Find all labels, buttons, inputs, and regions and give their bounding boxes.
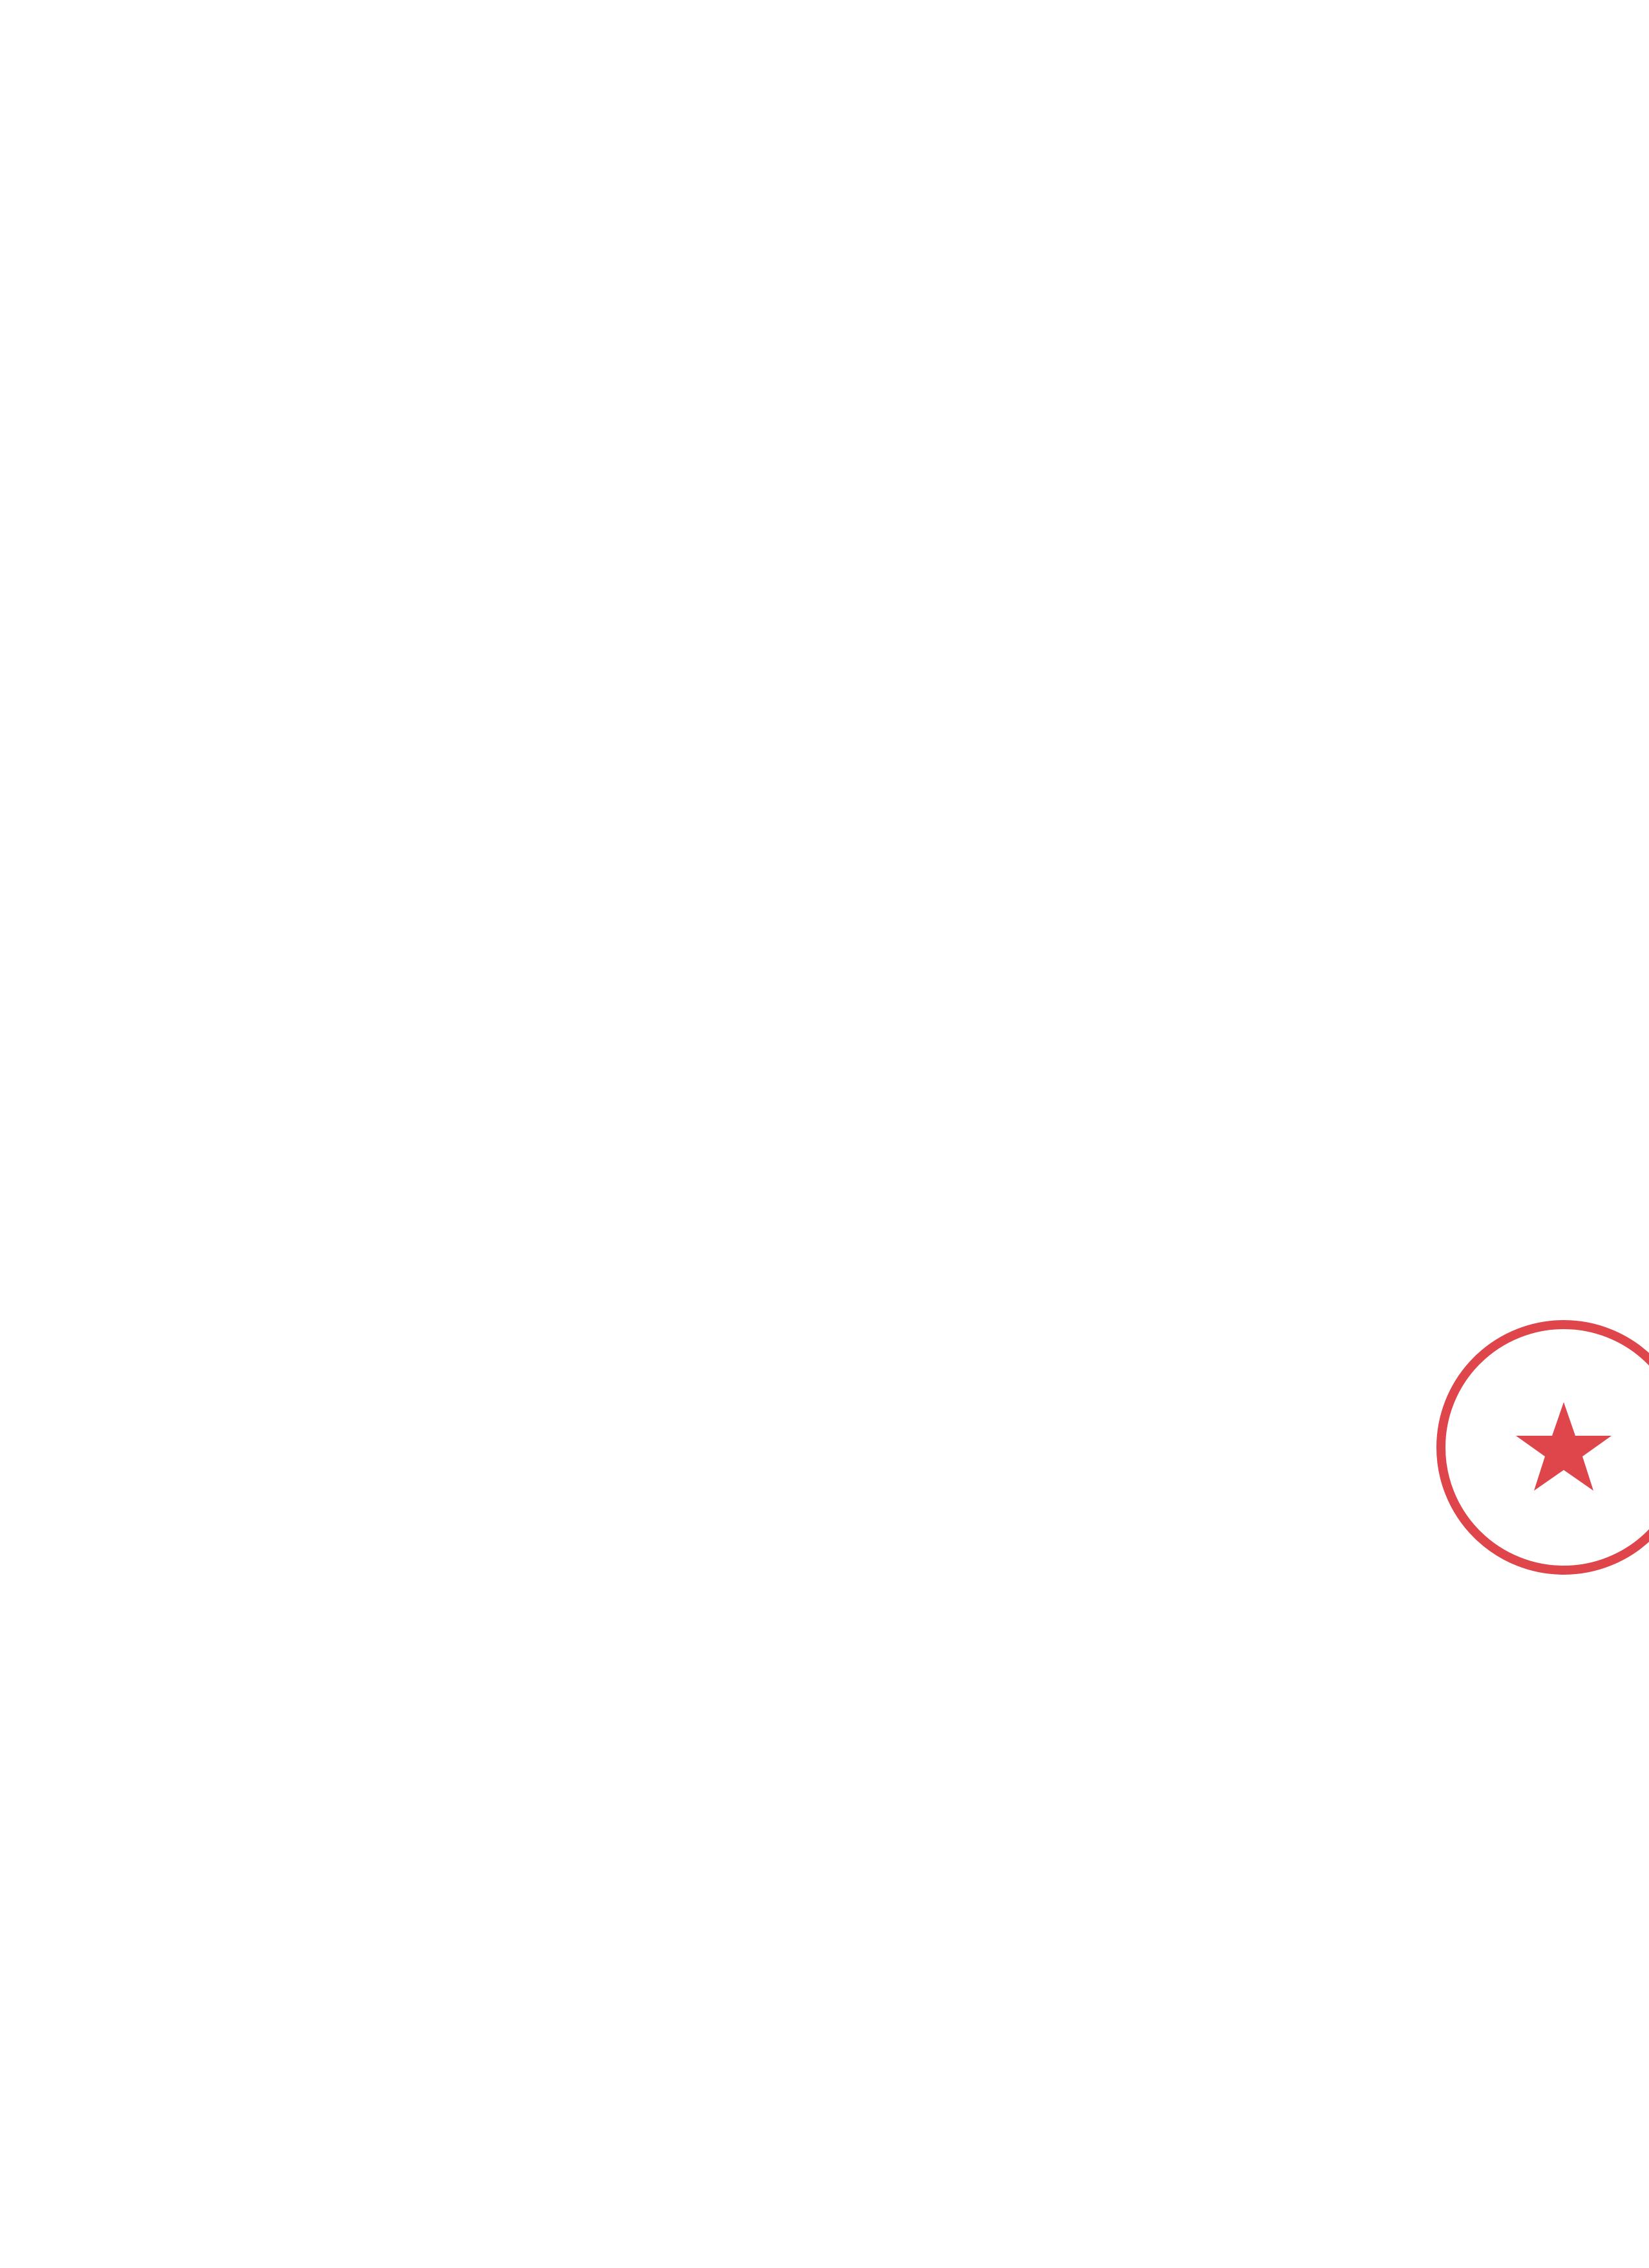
paragraph [246,858,1363,910]
paragraph [246,998,1363,1049]
paragraph [246,509,1363,561]
document-title [246,194,1409,375]
paragraph [246,649,1363,700]
paragraph [246,1556,1363,1608]
paragraph [246,579,1363,631]
paragraph [246,1416,1363,1468]
title-line [246,194,1409,284]
paragraph [246,1486,1363,1538]
title-line [246,284,1409,375]
paragraph [246,788,1363,840]
paragraph [246,719,1363,770]
paragraph [246,1277,1363,1328]
document-body [246,439,1363,1765]
paragraph [246,1696,1363,1747]
paragraph [246,1626,1363,1677]
paragraph [246,1207,1363,1259]
paragraph [246,1067,1363,1119]
paragraph [246,928,1363,980]
paragraph [246,1347,1363,1398]
paragraph [246,439,1363,491]
paragraph [246,1137,1363,1189]
official-seal [1422,1305,1649,1577]
